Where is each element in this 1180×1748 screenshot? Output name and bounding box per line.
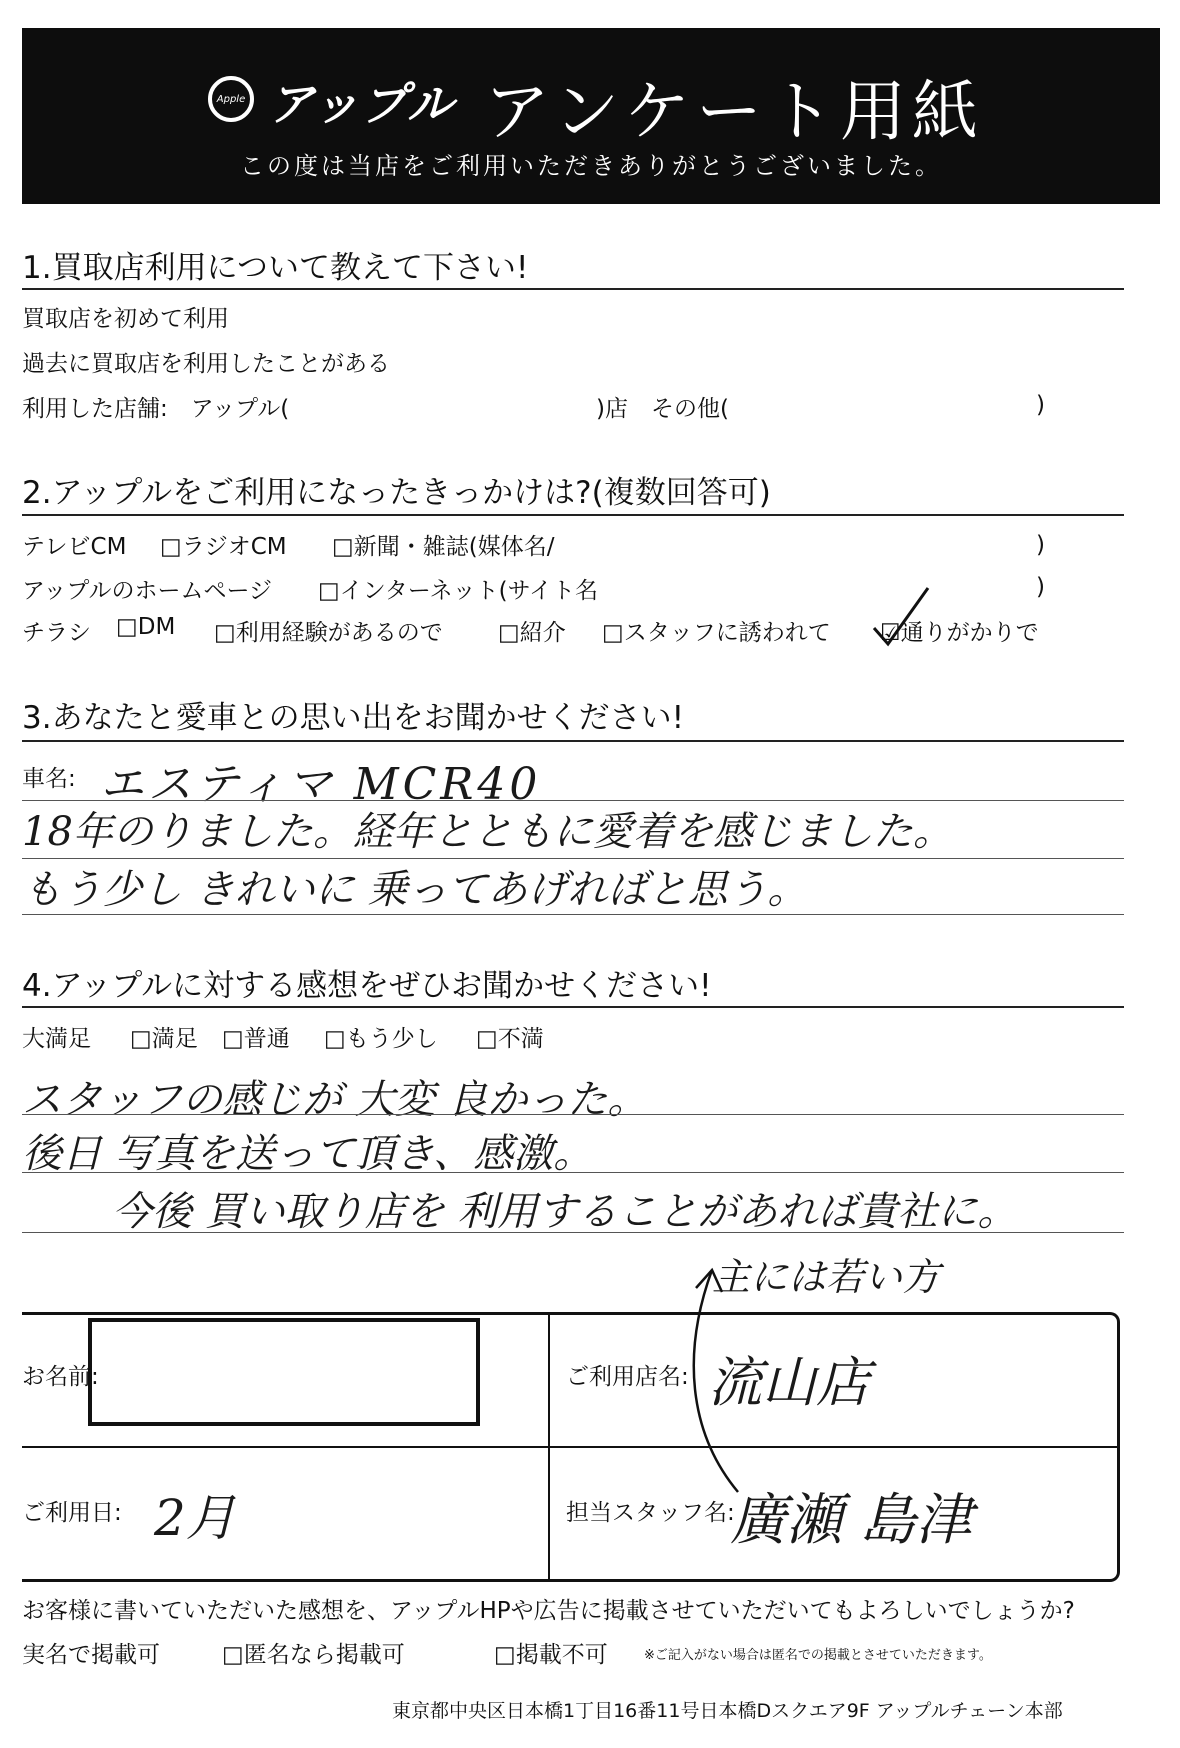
- q1-option-past[interactable]: 過去に買取店を利用したことがある: [22, 351, 390, 377]
- q4-answer-1: スタッフの感じが 大変 良かった。: [22, 1077, 648, 1123]
- q3-answer-2: もう少し きれいに 乗ってあげればと思う。: [22, 867, 808, 913]
- q3-rule: [22, 740, 1124, 742]
- consent-note: ※ご記入がない場合は匿名での掲載とさせていただきます。: [644, 1648, 992, 1663]
- store-label: ご利用店名:: [566, 1364, 689, 1390]
- q2-experience[interactable]: □利用経験があるので: [214, 620, 443, 646]
- footer-address: 東京都中央区日本橋1丁目16番11号日本橋Dスクエア9F アップルチェーン本部: [392, 1700, 1063, 1722]
- consent-anonymous[interactable]: □匿名なら掲載可: [222, 1642, 405, 1668]
- q4-note: 主には若い方: [712, 1255, 941, 1299]
- q1-store-prefix: 利用した店舗: アップル(: [22, 396, 290, 422]
- q2-passing-by[interactable]: ☑通りがかりで: [880, 620, 1039, 646]
- consent-real-name[interactable]: 実名で掲載可: [22, 1642, 160, 1668]
- q2-heading: 2.アップルをご利用になったきっかけは?(複数回答可): [22, 475, 771, 511]
- q2-radio-cm[interactable]: □ラジオCM: [160, 534, 287, 560]
- store-value: 流山店: [708, 1351, 870, 1414]
- logo-text: アップル: [268, 77, 455, 131]
- q2-referral[interactable]: □紹介: [498, 620, 566, 646]
- q3-line-3: [22, 914, 1124, 915]
- q2-homepage[interactable]: アップルのホームページ: [22, 578, 273, 604]
- consent-not-allowed[interactable]: □掲載不可: [494, 1642, 608, 1668]
- q2-dm[interactable]: □DM: [116, 614, 176, 640]
- header-banner: [22, 28, 1160, 204]
- q1-heading: 1.買取店利用について教えて下さい!: [22, 250, 529, 286]
- q4-very-satisfied[interactable]: 大満足: [22, 1026, 91, 1052]
- q3-car-label: 車名:: [22, 766, 76, 792]
- q2-newspaper[interactable]: □新聞・雑誌(媒体名/: [332, 534, 555, 560]
- apple-logo-icon: Apple: [208, 76, 254, 122]
- q2-close-2: ): [1036, 574, 1045, 600]
- q4-heading: 4.アップルに対する感想をぜひお聞かせください!: [22, 968, 712, 1004]
- checkmark-icon: [866, 582, 936, 652]
- q4-answer-3: 今後 買い取り店を 利用することがあれば貴社に。: [112, 1189, 1018, 1235]
- date-label: ご利用日:: [22, 1500, 122, 1526]
- q1-close: ): [1036, 392, 1045, 418]
- q4-a-little[interactable]: □もう少し: [324, 1026, 438, 1052]
- q4-dissatisfied[interactable]: □不満: [476, 1026, 544, 1052]
- q1-store-suffix: )店 その他(: [596, 396, 729, 422]
- q2-rule: [22, 514, 1124, 516]
- consent-question: お客様に書いていただいた感想を、アップルHPや広告に掲載させていただいてもよろしいでしょうか?: [22, 1598, 1075, 1624]
- q4-normal[interactable]: □普通: [222, 1026, 290, 1052]
- q3-answer-1: 18年のりました。経年とともに愛着を感じました。: [22, 809, 953, 855]
- page-title: アンケート用紙: [484, 73, 985, 150]
- q4-answer-2: 後日 写真を送って頂き、感激。: [22, 1131, 594, 1177]
- q2-flyer[interactable]: チラシ: [22, 620, 91, 646]
- staff-label: 担当スタッフ名:: [566, 1500, 735, 1526]
- q4-rule: [22, 1006, 1124, 1008]
- info-divider-horizontal: [22, 1446, 1118, 1448]
- q4-line-1: [22, 1114, 1124, 1115]
- q4-line-3: [22, 1232, 1124, 1233]
- name-label: お名前:: [22, 1364, 99, 1390]
- date-value: 2月: [154, 1489, 236, 1547]
- page-subtitle: この度は当店をご利用いただきありがとうございました。: [240, 152, 942, 180]
- q2-tv-cm[interactable]: テレビCM: [22, 534, 127, 560]
- q3-heading: 3.あなたと愛車との思い出をお聞かせください!: [22, 700, 685, 736]
- q2-internet[interactable]: □インターネット(サイト名: [318, 578, 599, 604]
- q1-rule: [22, 288, 1124, 290]
- name-field[interactable]: [88, 1318, 480, 1426]
- q2-staff-invite[interactable]: □スタッフに誘われて: [602, 620, 831, 646]
- q4-line-2: [22, 1172, 1124, 1173]
- q4-satisfied[interactable]: □満足: [130, 1026, 198, 1052]
- staff-value: 廣瀬 島津: [730, 1488, 972, 1553]
- q3-car-value: エスティマ MCR40: [100, 759, 542, 810]
- q2-close-1: ): [1036, 532, 1045, 558]
- q1-option-first[interactable]: 買取店を初めて利用: [22, 306, 229, 332]
